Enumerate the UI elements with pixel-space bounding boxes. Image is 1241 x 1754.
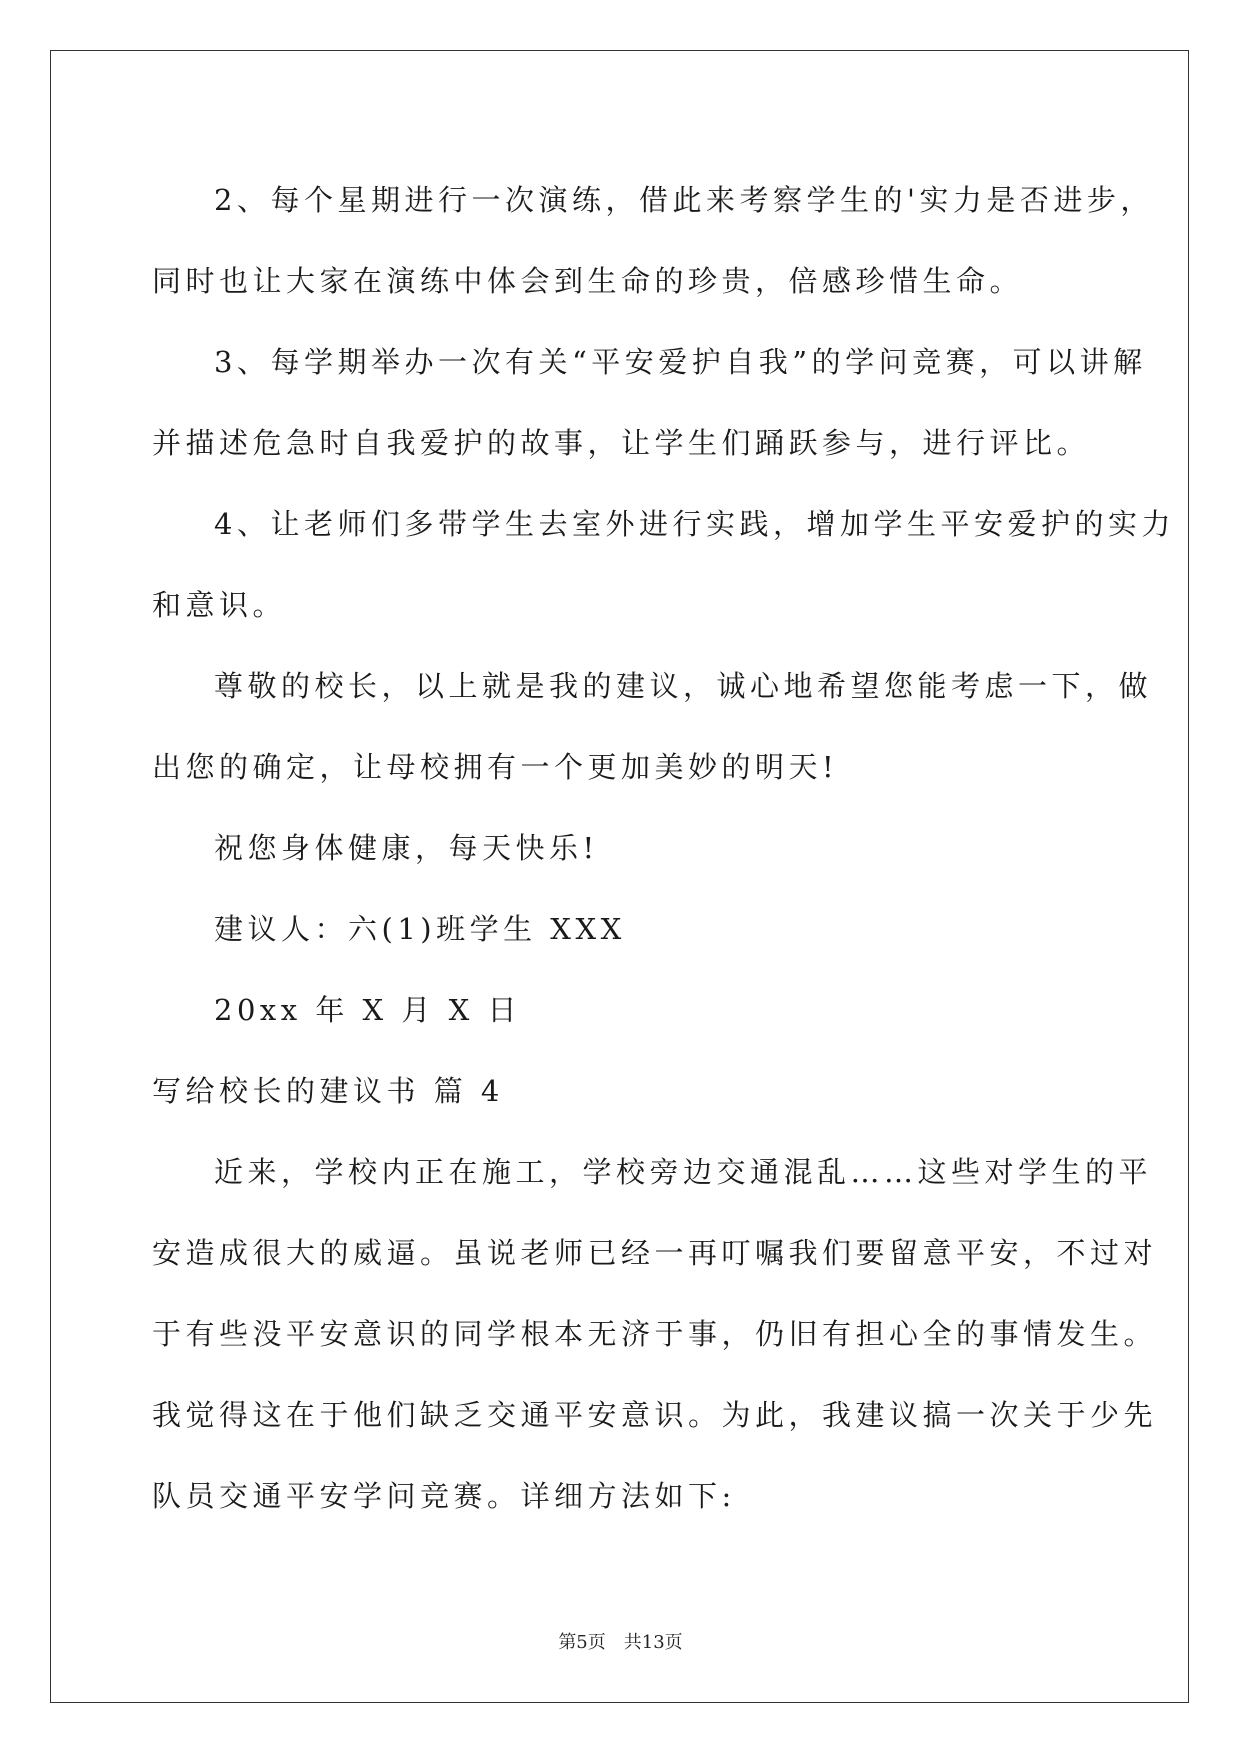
text-line: 我觉得这在于他们缺乏交通平安意识。为此，我建议搞一次关于少先	[152, 1398, 1158, 1432]
document-body	[152, 160, 1175, 1537]
text-line: 于有些没平安意识的同学根本无济于事，仍旧有担心全的事情发生。	[152, 1317, 1158, 1351]
section-heading: 写给校长的建议书 篇 4	[152, 1074, 504, 1108]
text-line: 尊敬的校长，以上就是我的建议，诚心地希望您能考虑一下，做	[214, 669, 1153, 703]
signature-line: 建议人：六(1)班学生 XXX	[214, 912, 626, 946]
text-line: 和意识。	[152, 588, 287, 622]
text-line: 出您的确定，让母校拥有一个更加美妙的明天!	[152, 750, 839, 784]
text-line: 近来，学校内正在施工，学校旁边交通混乱……这些对学生的平	[214, 1155, 1153, 1189]
date-line: 20xx 年 X 月 X 日	[214, 993, 521, 1027]
page-number: 第5页	[558, 1632, 606, 1653]
text-line: 3、每学期举办一次有关“平安爱护自我”的学问竞赛，可以讲解	[214, 345, 1147, 379]
text-line: 祝您身体健康，每天快乐!	[214, 831, 599, 865]
page-footer	[0, 1628, 1241, 1654]
text-line: 安造成很大的威逼。虽说老师已经一再叮嘱我们要留意平安，不过对	[152, 1236, 1158, 1270]
text-line: 2、每个星期进行一次演练，借此来考察学生的'实力是否进步，	[214, 183, 1154, 217]
text-line: 4、让老师们多带学生去室外进行实践，增加学生平安爱护的实力	[214, 507, 1175, 541]
text-line: 同时也让大家在演练中体会到生命的珍贵，倍感珍惜生命。	[152, 264, 1024, 298]
text-line: 并描述危急时自我爱护的故事，让学生们踊跃参与，进行评比。	[152, 426, 1091, 460]
text-line: 队员交通平安学问竞赛。详细方法如下:	[152, 1479, 736, 1513]
page-total: 共13页	[623, 1632, 683, 1653]
